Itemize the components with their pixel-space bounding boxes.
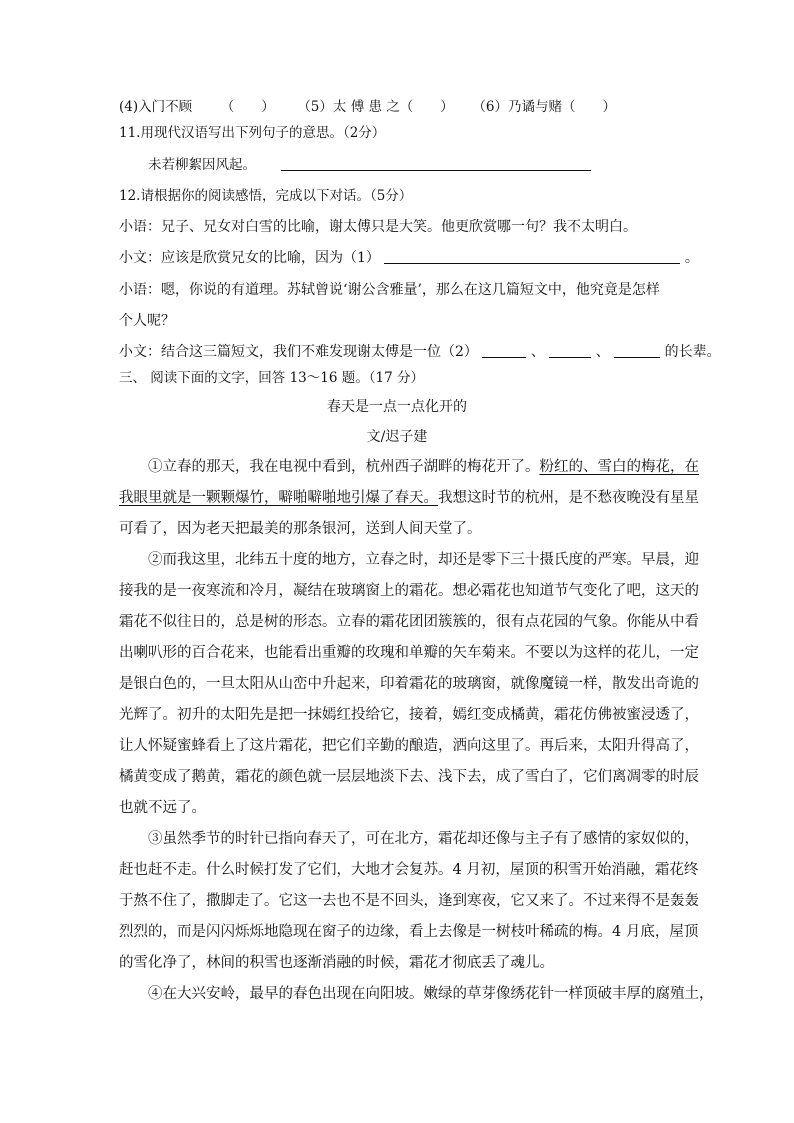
p3-line-3: 于熬不住了，撒脚走了。它这一去也不是不回头，逢到寒夜，它又来了。不过来得不是轰轰 (119, 893, 699, 909)
q12-dialog-line4 (119, 343, 721, 361)
q11-title: 11.用现代汉语写出下列句子的意思。（2分） (119, 125, 386, 141)
p2-line-8: 橘黄变成了鹅黄，霜花的颜色就一层层地淡下去、浅下去，成了雪白了，它们离凋零的时辰 (119, 769, 699, 785)
p1-line2-text: 我想这时节的杭州，是不愁夜晚没有星星 (438, 490, 699, 506)
q11-sentence: 未若柳絮因风起。 (148, 157, 256, 173)
q12-dialog-line2 (119, 249, 699, 267)
q10-items-line (119, 98, 616, 116)
q10-item5: （5）太 傅 患 之（ ） (297, 99, 454, 115)
q12-sep-1: 、 (530, 344, 545, 360)
q12-blank-2a[interactable] (482, 343, 526, 358)
q12-title: 12.请根据你的阅读感悟，完成以下对话。（5分） (119, 188, 413, 204)
q10-item4-paren: （ ） (220, 99, 275, 115)
q12-blank-2c[interactable] (614, 343, 660, 358)
article-title: 春天是一点一点化开的 (327, 399, 467, 415)
p1-line-2 (119, 489, 699, 507)
p4-line-1: ④在大兴安岭，最早的春色出现在向阳坡。嫩绿的草芽像绣花针一样顶破丰厚的腐殖土， (148, 986, 714, 1002)
q12-dialog-line3b: 个人呢？ (119, 313, 175, 329)
q12-line4-prefix: 小文：结合这三篇短文，我们不难发现谢太傅是一位（2） (119, 344, 478, 360)
p1-underlined-sentence-a: 粉红的、雪白的梅花，在 (539, 459, 699, 475)
p2-line-3: 霜花不似往日的，总是树的形态。立春的霜花团团簇簇的，很有点花园的气象。你能从中看 (119, 614, 699, 630)
q12-dialog-line3a: 小语：嗯，你说的有道理。苏轼曾说‘谢公含雅量’，那么在这几篇短文中，他究竟是怎样 (119, 282, 660, 298)
q12-blank-2b[interactable] (549, 343, 591, 358)
p2-line-7: 让人怀疑蜜蜂看上了这片霜花，把它们辛勤的酿造，洒向这里了。再后来，太阳升得高了， (119, 738, 699, 754)
p2-line-2: 接我的是一夜寒流和冷月，凝结在玻璃窗上的霜花。想必霜花也知道节气变化了吧，这天的 (119, 583, 699, 599)
p2-line-4: 出喇叭形的百合花来，也能看出重瓣的玫瑰和单瓣的矢车菊来。不要以为这样的花儿，一定 (119, 645, 699, 661)
p2-line-6: 光辉了。初升的太阳先是把一抹嫣红投给它，接着，嫣红变成橘黄，霜花仿佛被蜜浸透了， (119, 707, 699, 723)
q12-blank-1[interactable] (384, 249, 680, 264)
article-author: 文/迟子建 (366, 429, 428, 445)
p3-line-1: ③虽然季节的时针已指向春天了，可在北方，霜花却还像与主子有了感情的家奴似的， (148, 831, 699, 847)
p1-line1-text: ①立春的那天，我在电视中看到，杭州西子湖畔的梅花开了。 (148, 459, 540, 475)
q12-line4-suffix: 的长辈。 (664, 344, 721, 360)
q12-line2-prefix: 小文：应该是欣赏兄女的比喻，因为（1） (119, 250, 380, 266)
q11-answer-blank[interactable] (281, 156, 591, 171)
p1-line-3: 可看了，因为老天把最美的那条银河，送到人间天堂了。 (119, 521, 482, 537)
p3-line-4: 烈烈的，而是闪闪烁烁地隐现在窗子的边缘，看上去像是一树枝叶稀疏的梅。4 月底，屋顶 (119, 924, 699, 940)
p2-line-9: 也就不远了。 (119, 800, 206, 816)
p1-underlined-sentence-b: 我眼里就是一颗颗爆竹，噼啪噼啪地引爆了春天。 (119, 490, 438, 506)
q11-sentence-line (148, 156, 591, 174)
p1-line-1 (148, 458, 699, 476)
section3-heading: 三、 阅读下面的文字，回答 13～16 题。（17 分） (119, 370, 424, 386)
q10-item4: (4)入门不顾 (119, 99, 193, 115)
p3-line-2: 赶也赶不走。什么时候打发了它们，大地才会复苏。4 月初，屋顶的积雪开始消融，霜花终 (119, 862, 699, 878)
p2-line-5: 是银白色的，一旦太阳从山峦中升起来，印着霜花的玻璃窗，就像魔镜一样，散发出奇诡的 (119, 676, 699, 692)
q12-sep-2: 、 (595, 344, 610, 360)
q10-item6: （6）乃谲与赌（ ） (472, 99, 616, 115)
q12-line2-suffix: 。 (684, 250, 699, 266)
q12-dialog-line1: 小语：兄子、兄女对白雪的比喻，谢太傅只是大笑。他更欣赏哪一句？我不太明白。 (119, 219, 637, 235)
p3-line-5: 的雪化净了，林间的积雪也逐渐消融的时候，霜花才彻底丢了魂儿。 (119, 955, 554, 971)
p2-line-1: ②而我这里，北纬五十度的地方，立春之时，却还是零下三十摄氏度的严寒。早晨，迎 (148, 552, 699, 568)
